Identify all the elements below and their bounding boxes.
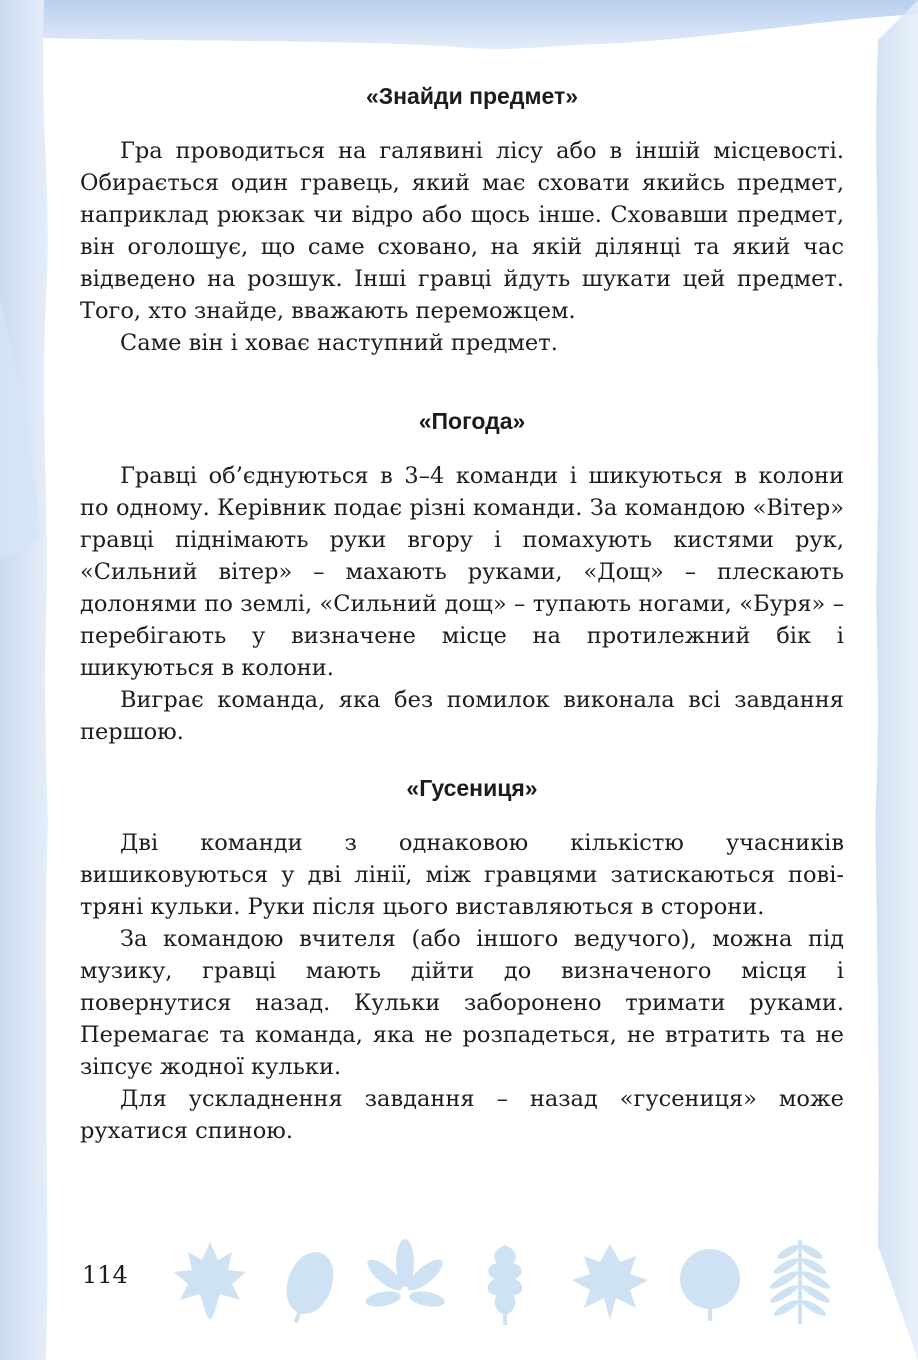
- chestnut-leaf-icon: [363, 1239, 447, 1309]
- paragraph: Саме він і ховає наступний предмет.: [120, 330, 558, 356]
- maple-leaf-icon: [572, 1244, 648, 1320]
- oak-leaf-icon: [488, 1245, 523, 1325]
- section-title: «Знайди предмет»: [365, 83, 579, 109]
- right-wave-band: [874, 0, 918, 1360]
- top-wave-band: [0, 0, 918, 49]
- round-leaf-icon: [680, 1249, 740, 1321]
- left-wave-band: [0, 0, 50, 1360]
- maple-leaf-icon: [174, 1242, 246, 1320]
- spacer: [80, 748, 844, 770]
- section-title: «Погода»: [418, 408, 526, 434]
- spacer: [80, 359, 844, 403]
- page-number: 114: [82, 1261, 128, 1289]
- spacer: [80, 439, 844, 460]
- page-content: [80, 78, 844, 1147]
- oval-leaf-icon: [278, 1245, 341, 1323]
- paragraph: Для ускладнення завдання – назад «гусениця» може рухатися спиною.: [80, 1086, 844, 1144]
- paragraph: Гравці об’єднуються в 3–4 команди і шикуються в колони по одному. Керівник подає різні команди. За командою «Вітер» гравці піднімають руки вгору і помахують кистями рук, «Сильний вітер» – махають руками, «Дощ» – плескають долонями по землі, «Сильний дощ» – тупають ногами, «Буря» – перебігають у визначене місце на протилежний бік і шикуються в колони.: [80, 463, 844, 681]
- paragraph: Гра проводиться на галявині лісу або в іншій місцевості. Обирається один гравець, який має сховати якийсь предмет, наприклад рюкзак чи відро або щось інше. Сховавши предмет, він оголошує, що саме сховано, на якій ділянці та який час відведено на розшук. Інші гравці йдуть шукати цей предмет. Того, хто знайде, вважають переможцем.: [80, 138, 844, 324]
- paragraph: Виграє команда, яка без помилок виконала всі завдання першою.: [80, 687, 844, 745]
- fern-leaf-icon: [768, 1240, 832, 1324]
- section-title: «Гусениця»: [406, 775, 538, 801]
- leaf-decoration-strip: [160, 1235, 860, 1325]
- paragraph: Дві команди з однаковою кількістю учасників вишиковуються у дві лінії, між гравцями затискаються повітряні кульки. Руки після цього виставляються в сторони.: [80, 830, 844, 920]
- spacer: [80, 114, 844, 135]
- spacer: [80, 806, 844, 827]
- paragraph: За командою вчителя (або іншого ведучого), можна під музику, гравці мають дійти до визначеного місця і повернутися назад. Кульки заборонено тримати руками. Перемагає та команда, яка не розпадеться, не втратить та не зіпсує жодної кульки.: [80, 926, 844, 1080]
